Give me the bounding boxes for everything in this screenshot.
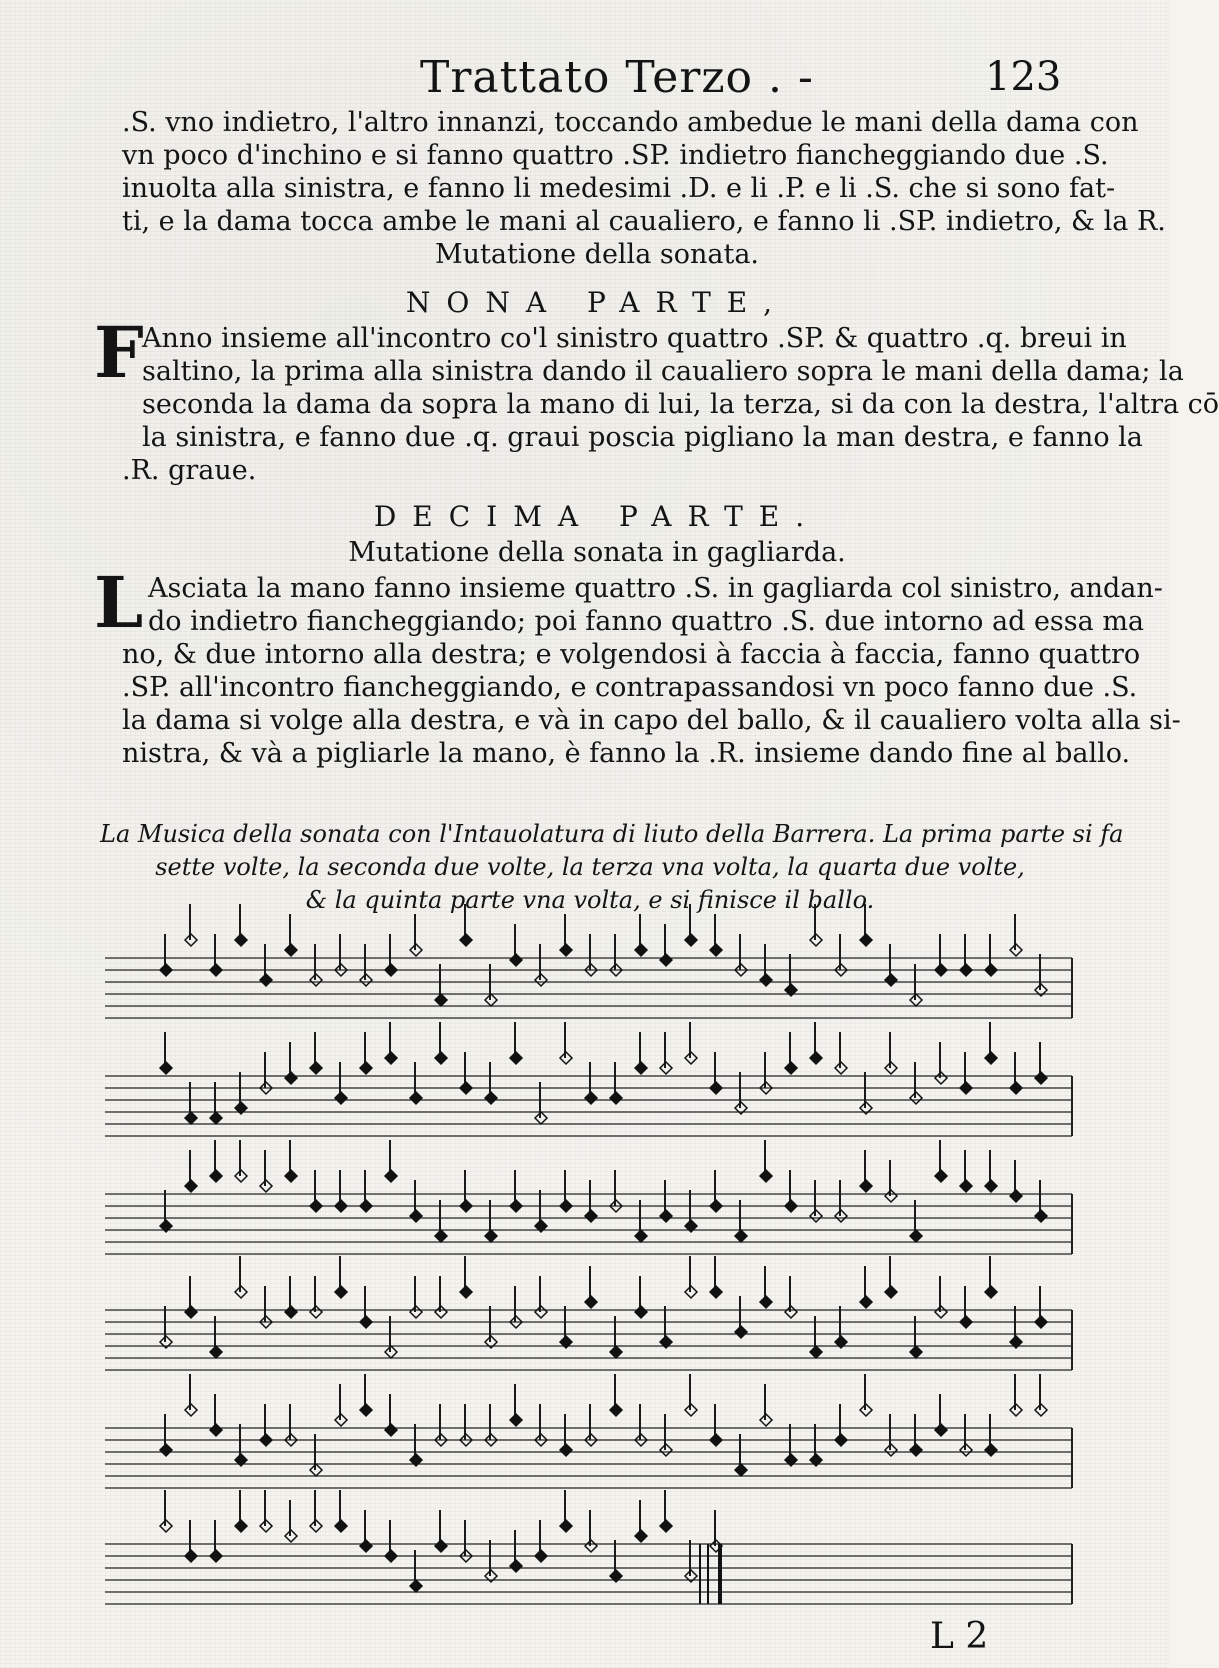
note-head bbox=[635, 944, 647, 956]
note-head bbox=[385, 1550, 397, 1562]
note-head bbox=[335, 1286, 347, 1298]
note-head bbox=[935, 964, 947, 976]
note-head bbox=[435, 1052, 447, 1064]
note-head bbox=[860, 1296, 872, 1308]
note-head bbox=[960, 1316, 972, 1328]
note-head bbox=[635, 1062, 647, 1074]
note-head bbox=[260, 1434, 272, 1446]
note-head bbox=[210, 1112, 222, 1124]
note-head bbox=[435, 994, 447, 1006]
note-head bbox=[1035, 1072, 1047, 1084]
note-head bbox=[385, 964, 397, 976]
note-head bbox=[710, 944, 722, 956]
note-head bbox=[510, 1560, 522, 1572]
note-head bbox=[1035, 1210, 1047, 1222]
note-head bbox=[960, 1180, 972, 1192]
text-line: do indietro fiancheggiando; poi fanno quattro .S. due intorno ad essa ma bbox=[148, 606, 1145, 637]
note-head bbox=[635, 1230, 647, 1242]
note-head bbox=[385, 1052, 397, 1064]
note-head bbox=[560, 1520, 572, 1532]
note-head bbox=[660, 1210, 672, 1222]
tablature-system bbox=[105, 904, 1072, 1018]
note-head bbox=[285, 1072, 297, 1084]
note-head bbox=[335, 1520, 347, 1532]
note-head bbox=[960, 964, 972, 976]
note-head bbox=[410, 1580, 422, 1592]
note-head bbox=[185, 1306, 197, 1318]
text-line: .SP. all'incontro fiancheggiando, e contrapassandosi vn poco fanno due .S. bbox=[122, 672, 1138, 703]
text-line: seconda la dama da sopra la mano di lui, la terza, si da con la destra, l'altra cō bbox=[142, 389, 1219, 420]
tablature-system bbox=[105, 1374, 1072, 1488]
section-heading-nona: NONA PARTE, bbox=[405, 286, 789, 319]
note-head bbox=[735, 1464, 747, 1476]
note-head bbox=[985, 1052, 997, 1064]
note-head bbox=[610, 1092, 622, 1104]
note-head bbox=[585, 1210, 597, 1222]
note-head bbox=[785, 1200, 797, 1212]
note-head bbox=[760, 1296, 772, 1308]
note-head bbox=[510, 1052, 522, 1064]
note-head bbox=[1035, 1316, 1047, 1328]
note-head bbox=[210, 964, 222, 976]
note-head bbox=[310, 1062, 322, 1074]
note-head bbox=[210, 1424, 222, 1436]
note-head bbox=[610, 1404, 622, 1416]
note-head bbox=[635, 1306, 647, 1318]
note-head bbox=[910, 1444, 922, 1456]
caption-line: sette volte, la seconda due volte, la terza vna volta, la quarta due volte, bbox=[155, 853, 1025, 881]
note-head bbox=[485, 1230, 497, 1242]
note-head bbox=[885, 974, 897, 986]
tablature-system bbox=[105, 1140, 1072, 1254]
note-head bbox=[310, 1200, 322, 1212]
note-head bbox=[410, 1092, 422, 1104]
tablature-system bbox=[105, 1256, 1072, 1370]
note-head bbox=[935, 1424, 947, 1436]
note-head bbox=[410, 1210, 422, 1222]
note-head bbox=[435, 1540, 447, 1552]
note-head bbox=[510, 1200, 522, 1212]
note-head bbox=[210, 1170, 222, 1182]
caption-line: La Musica della sonata con l'Intauolatura di liuto della Barrera. La prima parte si fa bbox=[100, 820, 1124, 848]
note-head bbox=[860, 1180, 872, 1192]
note-head bbox=[985, 964, 997, 976]
note-head bbox=[260, 974, 272, 986]
dropcap-l: L bbox=[94, 561, 144, 644]
note-head bbox=[285, 1306, 297, 1318]
note-head bbox=[985, 1444, 997, 1456]
text-line: .R. graue. bbox=[122, 455, 257, 486]
note-head bbox=[160, 1062, 172, 1074]
note-head bbox=[985, 1286, 997, 1298]
note-head bbox=[535, 1550, 547, 1562]
running-title: Trattato Terzo . - bbox=[420, 52, 814, 103]
note-head bbox=[935, 1170, 947, 1182]
section-subheading: Mutatione della sonata in gagliarda. bbox=[348, 537, 846, 568]
note-head bbox=[335, 1200, 347, 1212]
note-head bbox=[785, 1062, 797, 1074]
note-head bbox=[735, 1230, 747, 1242]
note-head bbox=[710, 1200, 722, 1212]
note-head bbox=[360, 1062, 372, 1074]
text-line: saltino, la prima alla sinistra dando il caualiero sopra le mani della dama; la bbox=[142, 356, 1184, 387]
note-head bbox=[510, 1414, 522, 1426]
note-head bbox=[285, 1170, 297, 1182]
note-head bbox=[510, 954, 522, 966]
note-head bbox=[460, 934, 472, 946]
note-head bbox=[185, 1112, 197, 1124]
note-head bbox=[210, 1346, 222, 1358]
note-head bbox=[685, 934, 697, 946]
note-head bbox=[985, 1180, 997, 1192]
note-head bbox=[585, 1092, 597, 1104]
text-line-centered: Mutatione della sonata. bbox=[434, 239, 759, 270]
note-head bbox=[885, 1286, 897, 1298]
note-head bbox=[160, 1444, 172, 1456]
note-head bbox=[860, 934, 872, 946]
note-head bbox=[910, 1230, 922, 1242]
note-head bbox=[360, 1540, 372, 1552]
text-line: vn poco d'inchino e si fanno quattro .SP. indietro fiancheggiando due .S. bbox=[122, 140, 1109, 171]
caption-line: & la quinta parte vna volta, e si finisce il ballo. bbox=[305, 886, 875, 914]
note-head bbox=[460, 1082, 472, 1094]
note-head bbox=[185, 1180, 197, 1192]
note-head bbox=[235, 934, 247, 946]
text-line: Anno insieme all'incontro co'l sinistro quattro .SP. & quattro .q. breui in bbox=[142, 323, 1127, 354]
note-head bbox=[835, 1434, 847, 1446]
text-line: ti, e la dama tocca ambe le mani al caualiero, e fanno li .SP. indietro, & la R. bbox=[122, 206, 1166, 237]
note-head bbox=[460, 1286, 472, 1298]
note-head bbox=[385, 1170, 397, 1182]
note-head bbox=[560, 944, 572, 956]
note-head bbox=[160, 964, 172, 976]
note-head bbox=[760, 974, 772, 986]
note-head bbox=[735, 1326, 747, 1338]
text-line: .S. vno indietro, l'altro innanzi, toccando ambedue le mani della dama con bbox=[122, 107, 1139, 138]
note-head bbox=[235, 1520, 247, 1532]
text-line: nistra, & và a pigliarle la mano, è fanno la .R. insieme dando fine al ballo. bbox=[122, 738, 1131, 769]
note-head bbox=[210, 1550, 222, 1562]
note-head bbox=[610, 1346, 622, 1358]
note-head bbox=[460, 1200, 472, 1212]
text-line: no, & due intorno alla destra; e volgendosi à faccia à faccia, fanno quattro bbox=[122, 639, 1141, 670]
note-head bbox=[810, 1346, 822, 1358]
note-head bbox=[660, 1520, 672, 1532]
tablature-system bbox=[105, 1022, 1072, 1136]
note-head bbox=[360, 1200, 372, 1212]
dropcap-f: F bbox=[94, 311, 144, 394]
note-head bbox=[760, 1170, 772, 1182]
note-head bbox=[385, 1424, 397, 1436]
note-head bbox=[960, 1082, 972, 1094]
note-head bbox=[635, 1530, 647, 1542]
text-line: inuolta alla sinistra, e fanno li medesimi .D. e li .P. e li .S. che si sono fat- bbox=[122, 173, 1116, 204]
section-heading-decima: DECIMA PARTE. bbox=[373, 500, 821, 533]
note-head bbox=[335, 1092, 347, 1104]
tablature-system bbox=[105, 1490, 1072, 1604]
note-head bbox=[660, 954, 672, 966]
page-number: 123 bbox=[985, 54, 1062, 100]
note-head bbox=[360, 1404, 372, 1416]
text-line: la sinistra, e fanno due .q. graui poscia pigliano la man destra, e fanno la bbox=[142, 422, 1143, 453]
signature-mark: L 2 bbox=[930, 1616, 989, 1657]
note-head bbox=[185, 1550, 197, 1562]
note-head bbox=[810, 1052, 822, 1064]
note-head bbox=[710, 1434, 722, 1446]
note-head bbox=[710, 1082, 722, 1094]
note-head bbox=[1010, 1082, 1022, 1094]
text-line: Asciata la mano fanno insieme quattro .S. in gagliarda col sinistro, andan- bbox=[148, 573, 1163, 604]
note-head bbox=[1010, 1190, 1022, 1202]
note-head bbox=[585, 1296, 597, 1308]
text-line: la dama si volge alla destra, e và in capo del ballo, & il caualiero volta alla si- bbox=[122, 705, 1181, 736]
note-head bbox=[360, 1316, 372, 1328]
note-head bbox=[285, 944, 297, 956]
note-head bbox=[435, 1230, 447, 1242]
note-head bbox=[560, 1444, 572, 1456]
note-head bbox=[560, 1200, 572, 1212]
note-head bbox=[910, 1346, 922, 1358]
note-head bbox=[485, 1092, 497, 1104]
note-head bbox=[710, 1286, 722, 1298]
